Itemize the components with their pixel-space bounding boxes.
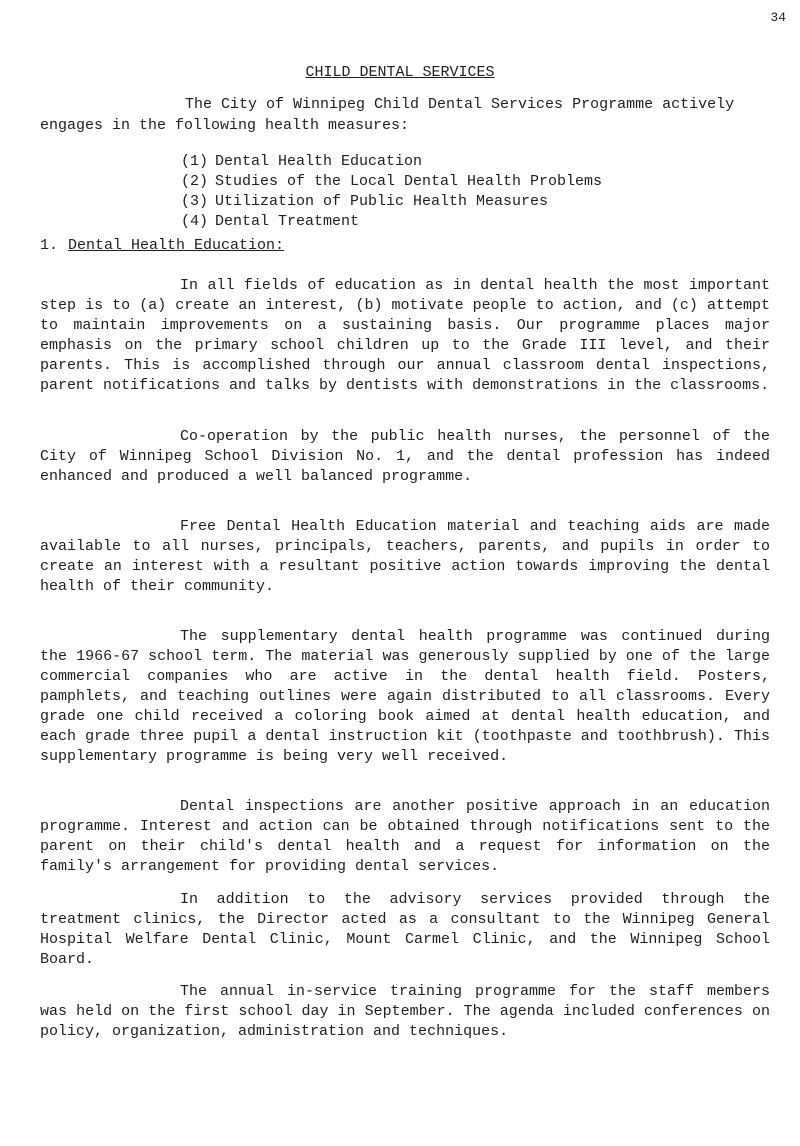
measure-item [181, 172, 800, 192]
measure-number: (3) [181, 193, 209, 210]
measure-number: (2) [181, 173, 209, 190]
paragraph-text: Dental inspections are another positive approach in an education programme. Interest and action can be obtained through notifications sent to the parent on their child's dental health and a request for information on the family's arrangement for providing dental services. [40, 798, 770, 875]
paragraph-text: Co-operation by the public health nurses, the personnel of the City of Winnipeg School Division No. 1, and the dental profession has indeed enhanced and produced a well balanced programme. [40, 428, 770, 485]
paragraph-text: The supplementary dental health programme was continued during the 1966-67 school term. The material was generously supplied by one of the large commercial companies who are active in the dental health field. Posters, pamphlets, and teaching outlines were again distributed to all classrooms. Every grade one child received a coloring book aimed at dental health education, and each grade three pupil a dental instruction kit (toothpaste and toothbrush). This supplementary programme is being very well received. [40, 628, 770, 765]
body-paragraph [40, 627, 770, 767]
measure-number: (4) [181, 213, 209, 230]
body-paragraph [40, 982, 770, 1042]
intro-text: The City of Winnipeg Child Dental Services Programme actively engages in the following health measures: [40, 96, 735, 134]
body-paragraph [40, 517, 770, 597]
page-number: 34 [770, 10, 786, 25]
body-paragraph [40, 427, 770, 487]
measure-item [181, 192, 800, 212]
measure-text: Dental Health Education [215, 153, 423, 170]
measure-text: Utilization of Public Health Measures [215, 193, 549, 210]
section-title: Dental Health Education: [68, 237, 285, 254]
measure-number: (1) [181, 153, 209, 170]
paragraph-text: In all fields of education as in dental health the most important step is to (a) create an interest, (b) motivate people to action, and (c) attempt to maintain improvements on a sustaining basis. Our programme places major emphasis on the primary school children up to the Grade III level, and their parents. This is accomplished through our annual classroom dental inspections, parent notifications and talks by dentists with demonstrations in the classrooms. [40, 277, 770, 394]
measure-text: Studies of the Local Dental Health Problems [215, 173, 603, 190]
paragraph-text: Free Dental Health Education material and teaching aids are made available to all nurses, principals, teachers, parents, and pupils in order to create an interest with a resultant positive action towards improving the dental health of their community. [40, 518, 770, 595]
section-heading [40, 237, 770, 254]
health-measures-list [181, 152, 800, 232]
paragraph-text: The annual in-service training programme for the staff members was held on the first school day in September. The agenda included conferences on policy, organization, administration and techniques. [40, 983, 770, 1040]
measure-item [181, 152, 800, 172]
intro-paragraph [40, 94, 770, 136]
body-paragraph [40, 797, 770, 877]
section-number: 1. [40, 237, 59, 254]
page-title: CHILD DENTAL SERVICES [305, 64, 495, 81]
body-paragraph [40, 276, 770, 396]
measure-item [181, 212, 800, 232]
measure-text: Dental Treatment [215, 213, 360, 230]
paragraph-text: In addition to the advisory services provided through the treatment clinics, the Director acted as a consultant to the Winnipeg General Hospital Welfare Dental Clinic, Mount Carmel Clinic, and the Winnipeg School Board. [40, 891, 770, 968]
body-paragraph [40, 890, 770, 970]
